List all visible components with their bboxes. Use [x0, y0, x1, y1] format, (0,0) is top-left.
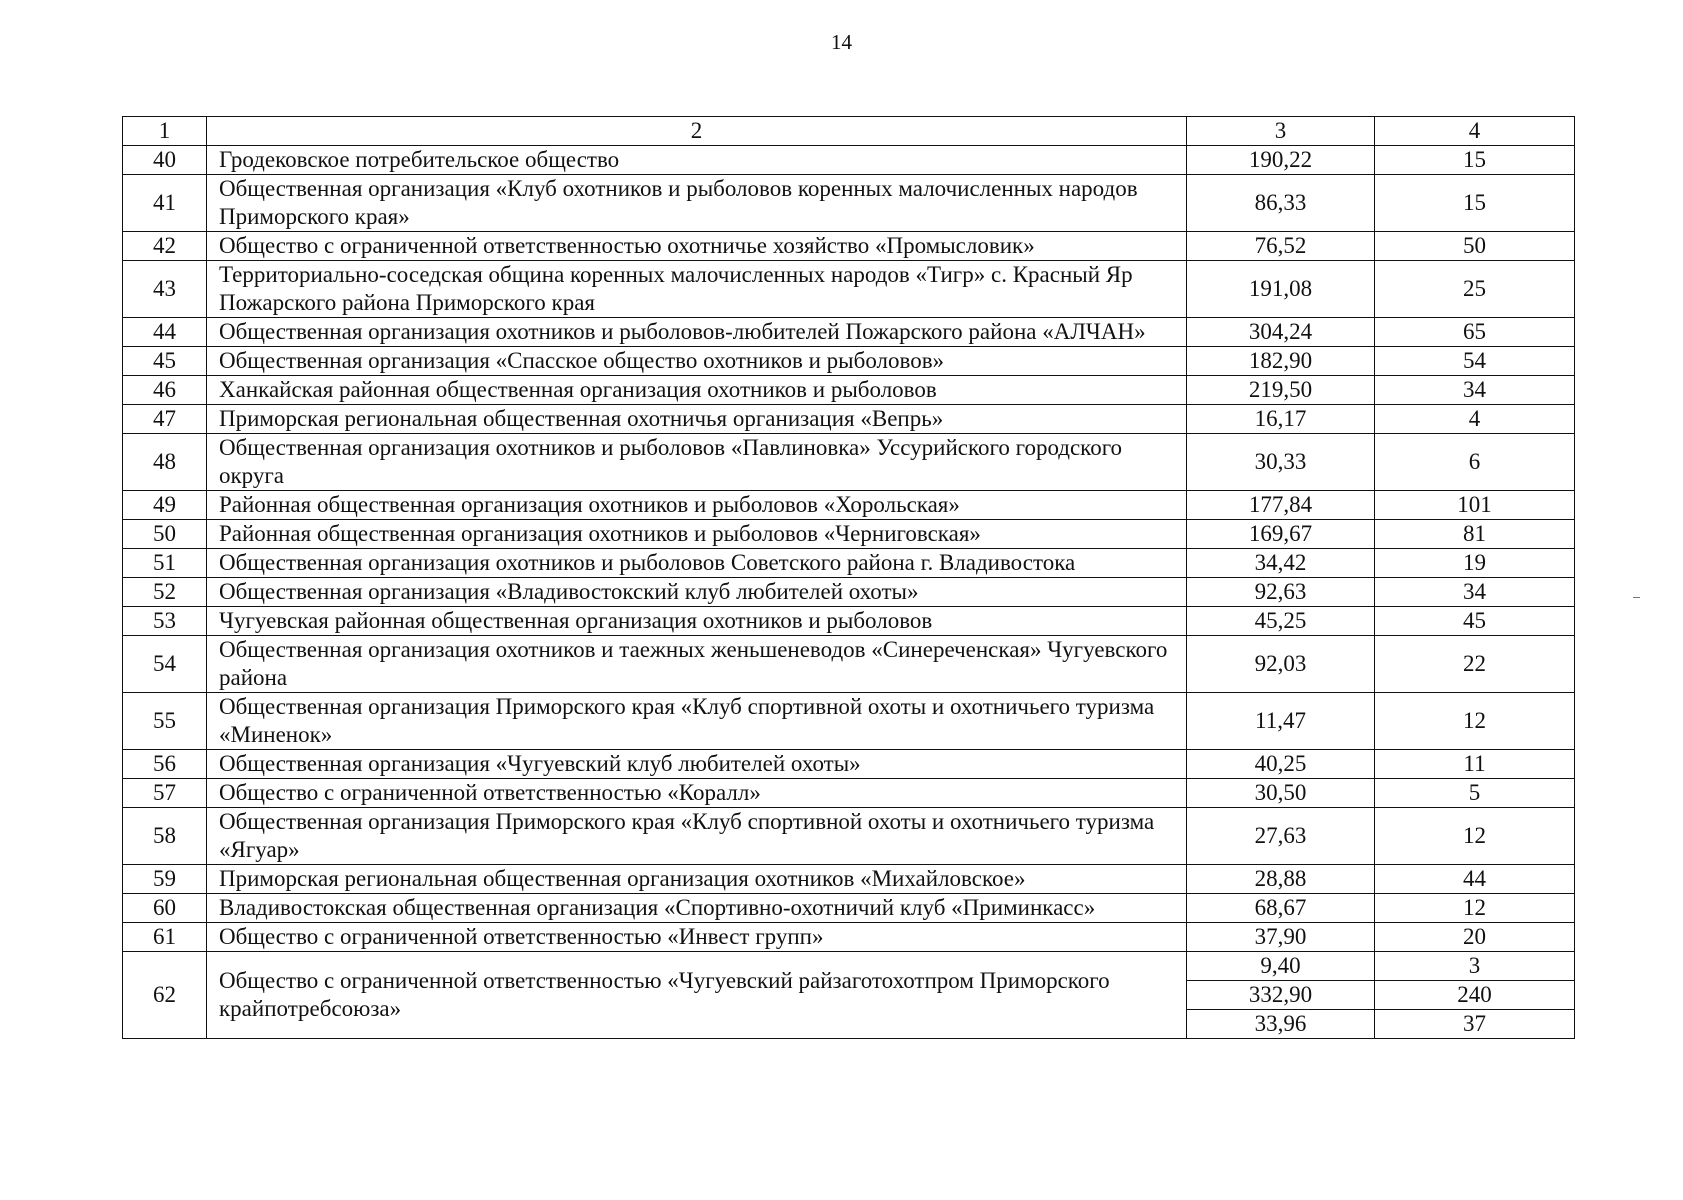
- row-number: 43: [123, 261, 207, 318]
- table-row: [123, 549, 1575, 578]
- area-value: 304,24: [1187, 318, 1375, 347]
- organization-name: Общественная организация охотников и рыболовов-любителей Пожарского района «АЛЧАН»: [207, 318, 1187, 347]
- count-value: 12: [1375, 808, 1575, 865]
- area-value: 34,42: [1187, 549, 1375, 578]
- count-value: 101: [1375, 491, 1575, 520]
- row-number: 55: [123, 693, 207, 750]
- organization-name: Общественная организация Приморского края «Клуб спортивной охоты и охотничьего туризма «Ягуар»: [207, 808, 1187, 865]
- area-value: 16,17: [1187, 405, 1375, 434]
- row-number: 47: [123, 405, 207, 434]
- header-col-2: 2: [207, 117, 1187, 146]
- table-row: [123, 405, 1575, 434]
- table-row: [123, 146, 1575, 175]
- row-number: 42: [123, 232, 207, 261]
- table-row: [123, 808, 1575, 865]
- organization-name: Общественная организация охотников и рыболовов «Павлиновка» Уссурийского городского округа: [207, 434, 1187, 491]
- table-row: [123, 923, 1575, 952]
- area-value: 45,25: [1187, 607, 1375, 636]
- table-row: [123, 491, 1575, 520]
- organization-name: Общественная организация «Клуб охотников и рыболовов коренных малочисленных народов Приморского края»: [207, 175, 1187, 232]
- table-row: [123, 376, 1575, 405]
- area-value: 177,84: [1187, 491, 1375, 520]
- count-value: 15: [1375, 146, 1575, 175]
- area-value: 332,90: [1187, 981, 1375, 1010]
- count-value: 12: [1375, 693, 1575, 750]
- row-number: 51: [123, 549, 207, 578]
- row-number: 57: [123, 779, 207, 808]
- count-value: 44: [1375, 865, 1575, 894]
- area-value: 27,63: [1187, 808, 1375, 865]
- organization-name: Чугуевская районная общественная организация охотников и рыболовов: [207, 607, 1187, 636]
- count-value: 12: [1375, 894, 1575, 923]
- area-value: 219,50: [1187, 376, 1375, 405]
- row-number: 40: [123, 146, 207, 175]
- organization-name: Районная общественная организация охотников и рыболовов «Хорольская»: [207, 491, 1187, 520]
- organization-name: Общество с ограниченной ответственностью охотничье хозяйство «Промысловик»: [207, 232, 1187, 261]
- row-number: 41: [123, 175, 207, 232]
- area-value: 11,47: [1187, 693, 1375, 750]
- count-value: 6: [1375, 434, 1575, 491]
- organization-name: Общество с ограниченной ответственностью «Коралл»: [207, 779, 1187, 808]
- area-value: 28,88: [1187, 865, 1375, 894]
- row-number: 50: [123, 520, 207, 549]
- table-row: [123, 750, 1575, 779]
- table-row: [123, 779, 1575, 808]
- row-number: 49: [123, 491, 207, 520]
- area-value: 182,90: [1187, 347, 1375, 376]
- organization-name: Приморская региональная общественная охотничья организация «Вепрь»: [207, 405, 1187, 434]
- count-value: 3: [1375, 952, 1575, 981]
- table-row: [123, 865, 1575, 894]
- count-value: 54: [1375, 347, 1575, 376]
- table-row: [123, 607, 1575, 636]
- organization-name: Общество с ограниченной ответственностью «Чугуевский райзаготохотпром Приморского крайпотребсоюза»: [207, 952, 1187, 1039]
- count-value: 15: [1375, 175, 1575, 232]
- area-value: 92,03: [1187, 636, 1375, 693]
- table-row: [123, 261, 1575, 318]
- area-value: 86,33: [1187, 175, 1375, 232]
- row-number: 52: [123, 578, 207, 607]
- area-value: 92,63: [1187, 578, 1375, 607]
- area-value: 76,52: [1187, 232, 1375, 261]
- table-row: [123, 578, 1575, 607]
- count-value: 50: [1375, 232, 1575, 261]
- table-row: [123, 520, 1575, 549]
- count-value: 19: [1375, 549, 1575, 578]
- table-row: [123, 952, 1575, 981]
- data-table: [122, 116, 1575, 1039]
- count-value: 20: [1375, 923, 1575, 952]
- count-value: 81: [1375, 520, 1575, 549]
- area-value: 68,67: [1187, 894, 1375, 923]
- count-value: 34: [1375, 376, 1575, 405]
- organization-name: Общественная организация Приморского края «Клуб спортивной охоты и охотничьего туризма «Миненок»: [207, 693, 1187, 750]
- count-value: 4: [1375, 405, 1575, 434]
- organization-name: Владивостокская общественная организация «Спортивно-охотничий клуб «Приминкасс»: [207, 894, 1187, 923]
- area-value: 37,90: [1187, 923, 1375, 952]
- organization-name: Общественная организация «Чугуевский клуб любителей охоты»: [207, 750, 1187, 779]
- table-row: [123, 894, 1575, 923]
- row-number: 45: [123, 347, 207, 376]
- row-number: 44: [123, 318, 207, 347]
- page-number: 14: [831, 30, 852, 54]
- area-value: 33,96: [1187, 1010, 1375, 1039]
- scan-mark: [1633, 597, 1640, 598]
- row-number: 58: [123, 808, 207, 865]
- count-value: 34: [1375, 578, 1575, 607]
- organization-name: Общественная организация охотников и таежных женьшеневодов «Синереченская» Чугуевского района: [207, 636, 1187, 693]
- count-value: 11: [1375, 750, 1575, 779]
- table-row: [123, 232, 1575, 261]
- table-header-row: [123, 117, 1575, 146]
- header-col-3: 3: [1187, 117, 1375, 146]
- table-row: [123, 318, 1575, 347]
- count-value: 45: [1375, 607, 1575, 636]
- organization-name: Общество с ограниченной ответственностью «Инвест групп»: [207, 923, 1187, 952]
- table-row: [123, 175, 1575, 232]
- area-value: 190,22: [1187, 146, 1375, 175]
- area-value: 169,67: [1187, 520, 1375, 549]
- row-number: 61: [123, 923, 207, 952]
- count-value: 5: [1375, 779, 1575, 808]
- table-row: [123, 693, 1575, 750]
- area-value: 191,08: [1187, 261, 1375, 318]
- count-value: 65: [1375, 318, 1575, 347]
- organization-name: Общественная организация охотников и рыболовов Советского района г. Владивостока: [207, 549, 1187, 578]
- table-row: [123, 347, 1575, 376]
- organization-name: Общественная организация «Владивостокский клуб любителей охоты»: [207, 578, 1187, 607]
- organization-name: Ханкайская районная общественная организация охотников и рыболовов: [207, 376, 1187, 405]
- count-value: 25: [1375, 261, 1575, 318]
- count-value: 240: [1375, 981, 1575, 1010]
- organization-name: Районная общественная организация охотников и рыболовов «Черниговская»: [207, 520, 1187, 549]
- row-number: 48: [123, 434, 207, 491]
- row-number: 46: [123, 376, 207, 405]
- row-number: 53: [123, 607, 207, 636]
- area-value: 40,25: [1187, 750, 1375, 779]
- area-value: 30,50: [1187, 779, 1375, 808]
- row-number: 62: [123, 952, 207, 1039]
- area-value: 30,33: [1187, 434, 1375, 491]
- row-number: 60: [123, 894, 207, 923]
- row-number: 54: [123, 636, 207, 693]
- organization-name: Приморская региональная общественная организация охотников «Михайловское»: [207, 865, 1187, 894]
- header-col-1: 1: [123, 117, 207, 146]
- area-value: 9,40: [1187, 952, 1375, 981]
- table-row: [123, 434, 1575, 491]
- header-col-4: 4: [1375, 117, 1575, 146]
- row-number: 56: [123, 750, 207, 779]
- count-value: 37: [1375, 1010, 1575, 1039]
- row-number: 59: [123, 865, 207, 894]
- organization-name: Гродековское потребительское общество: [207, 146, 1187, 175]
- count-value: 22: [1375, 636, 1575, 693]
- table-row: [123, 636, 1575, 693]
- organization-name: Общественная организация «Спасское общество охотников и рыболовов»: [207, 347, 1187, 376]
- organization-name: Территориально-соседская община коренных малочисленных народов «Тигр» с. Красный Яр Пожарского района Приморского края: [207, 261, 1187, 318]
